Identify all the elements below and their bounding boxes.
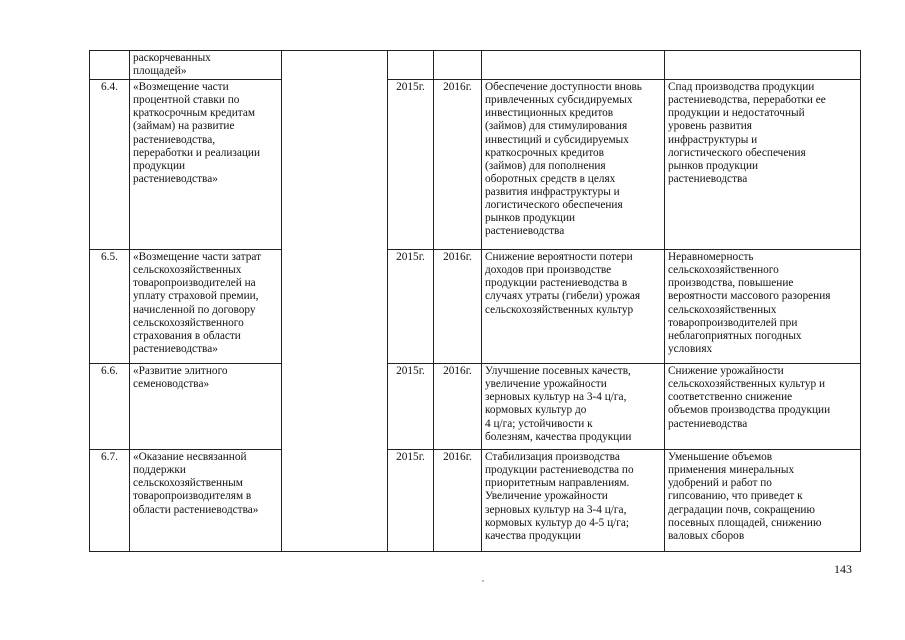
table-row: [90, 450, 861, 552]
end-year: 2016г.: [443, 81, 472, 94]
end-year: 2016г.: [443, 251, 472, 264]
cell-measure-name: [130, 80, 282, 250]
expected-result-text: Стабилизация производства продукции растениеводства по приоритетным направлениям. Увеличение урожайности зерновых культур на 3-4 ц/га, кормовых культур до 4-5 ц/га; качества продукции: [485, 451, 634, 542]
cell-start-year: [388, 51, 434, 80]
consequence-text: Снижение урожайности сельскохозяйственных культур и соответственно снижение объемов производства продукции растениеводства: [668, 365, 831, 430]
expected-result-text: Снижение вероятности потери доходов при производстве продукции растениеводства в случаях утраты (гибели) урожая сельскохозяйственных культур: [485, 251, 641, 316]
row-number: 6.5.: [101, 251, 118, 264]
page-number: 143: [834, 562, 852, 576]
end-year: 2016г.: [443, 451, 472, 464]
cell-end-year: [434, 51, 482, 80]
scan-speck: [482, 580, 484, 582]
cell-start-year: [388, 450, 434, 552]
measure-name-text: раскорчеванных площадей»: [133, 52, 211, 78]
cell-consequence: [665, 450, 861, 552]
table-row: [90, 364, 861, 450]
row-number: 6.6.: [101, 365, 118, 378]
cell-num: [90, 80, 130, 250]
cell-start-year: [388, 364, 434, 450]
measure-name-text: «Оказание несвязанной поддержки сельскохозяйственным товаропроизводителям в области растениеводства»: [133, 451, 259, 516]
cell-end-year: [434, 80, 482, 250]
measure-name-text: «Развитие элитного семеноводства»: [133, 365, 228, 391]
row-number: 6.7.: [101, 451, 118, 464]
cell-start-year: [388, 80, 434, 250]
cell-consequence: [665, 51, 861, 80]
cell-measure-name: [130, 364, 282, 450]
end-year: 2016г.: [443, 365, 472, 378]
cell-num: [90, 450, 130, 552]
cell-measure-name: [130, 450, 282, 552]
cell-expected-result: [482, 51, 665, 80]
table-row: [90, 80, 861, 250]
start-year: 2015г.: [396, 365, 425, 378]
table-row-continuation: [90, 51, 861, 80]
cell-consequence: [665, 80, 861, 250]
cell-expected-result: [482, 250, 665, 364]
start-year: 2015г.: [396, 251, 425, 264]
cell-end-year: [434, 364, 482, 450]
cell-measure-name: [130, 250, 282, 364]
cell-consequence: [665, 250, 861, 364]
table-row: [90, 250, 861, 364]
cell-responsible: [282, 51, 388, 552]
row-number: 6.4.: [101, 81, 118, 94]
program-measures-table: [89, 50, 861, 552]
start-year: 2015г.: [396, 451, 425, 464]
cell-num: [90, 51, 130, 80]
cell-consequence: [665, 364, 861, 450]
cell-num: [90, 250, 130, 364]
consequence-text: Спад производства продукции растениеводства, переработки ее продукции и недостаточный уровень развития инфраструктуры и логистического обеспечения рынков продукции растениеводства: [668, 81, 826, 185]
consequence-text: Уменьшение объемов применения минеральных удобрений и работ по гипсованию, что приведет к деградации почв, сокращению посевных площадей, снижению валовых сборов: [668, 451, 822, 542]
start-year: 2015г.: [396, 81, 425, 94]
expected-result-text: Улучшение посевных качеств, увеличение урожайности зерновых культур на 3-4 ц/га, кормовых культур до 4 ц/га; устойчивости к болезням, качества продукции: [485, 365, 632, 443]
cell-end-year: [434, 250, 482, 364]
measure-name-text: «Возмещение части процентной ставки по краткосрочным кредитам (займам) на развитие растениеводства, переработки и реализации продукции растениеводства»: [133, 81, 261, 185]
measure-name-text: «Возмещение части затрат сельскохозяйственных товаропроизводителей на уплату страховой премии, начисленной по договору сельскохозяйственного страхования в области растениеводства»: [133, 251, 262, 355]
cell-num: [90, 364, 130, 450]
cell-end-year: [434, 450, 482, 552]
expected-result-text: Обеспечение доступности вновь привлеченных субсидируемых инвестиционных кредитов (займов) для стимулирования инвестиций и субсидируемых краткосрочных кредитов (займов) для пополнения оборотных средств в целях развития инфраструктуры и логистического обеспечения рынков продукции растениеводства: [485, 81, 642, 238]
cell-expected-result: [482, 80, 665, 250]
cell-start-year: [388, 250, 434, 364]
cell-measure-name: [130, 51, 282, 80]
cell-expected-result: [482, 364, 665, 450]
cell-expected-result: [482, 450, 665, 552]
consequence-text: Неравномерность сельскохозяйственного производства, повышение вероятности массового разорения сельскохозяйственных товаропроизводителей при неблагоприятных погодных условиях: [668, 251, 831, 355]
